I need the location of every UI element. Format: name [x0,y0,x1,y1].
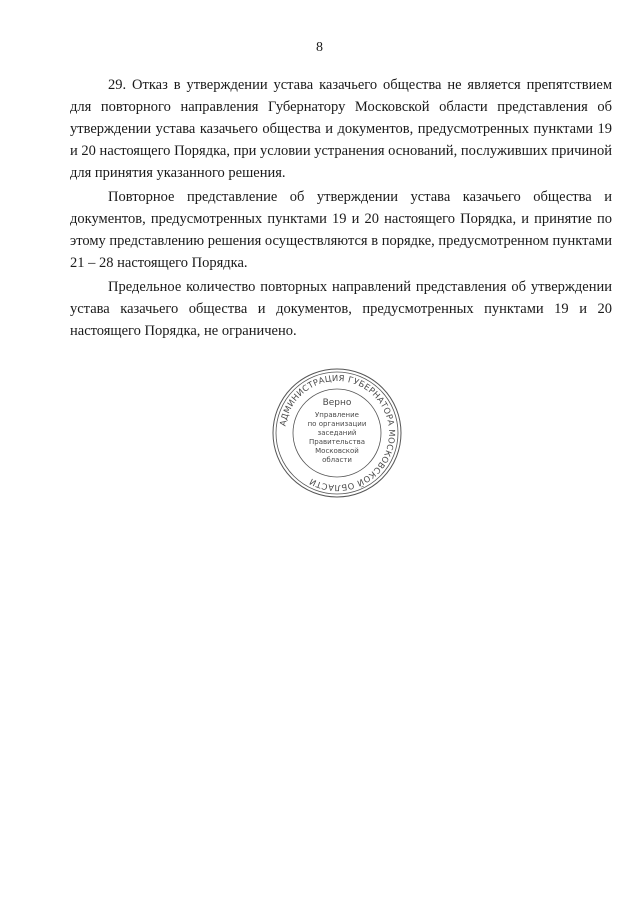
stamp-line-2: по организации [307,420,367,428]
stamp-ring-text: АДМИНИСТРАЦИЯ ГУБЕРНАТОРА МОСКОВСКОЙ ОБЛАСТИ [277,372,398,494]
paragraph-29: 29. Отказ в утверждении устава казачьего общества не является препятствием для повторного направления Губернатору Московской области представления об утверждении устава казачьего общества и документов, предусмотренных пунктами 19 и 20 настоящего Порядка, при условии устранения оснований, послуживших причиной для принятия указанного решения. [70,77,612,181]
paragraph-repeat-submission: Повторное представление об утверждении устава казачьего общества и документов, предусмотренных пунктами 19 и 20 настоящего Порядка, и принятие по этому представлению решения осуществляются в порядке, предусмотренном пунктами 21 – 28 настоящего Порядка. [70,189,612,271]
paragraph-limit: Предельное количество повторных направлений представления об утверждении устава казачьего общества и документов, предусмотренных пунктами 19 и 20 настоящего Порядка, не ограничено. [70,279,612,339]
document-body [70,74,612,344]
stamp-seal-icon [271,367,403,499]
stamp-line-4: Правительства [309,438,365,446]
page-number: 8 [316,40,323,55]
stamp-line-1: Управление [315,411,359,419]
official-stamp [271,367,403,499]
stamp-line-6: области [322,456,352,464]
stamp-line-3: заседаний [317,429,357,437]
stamp-line-verno: Верно [322,398,352,408]
stamp-line-5: Московской [315,447,359,455]
